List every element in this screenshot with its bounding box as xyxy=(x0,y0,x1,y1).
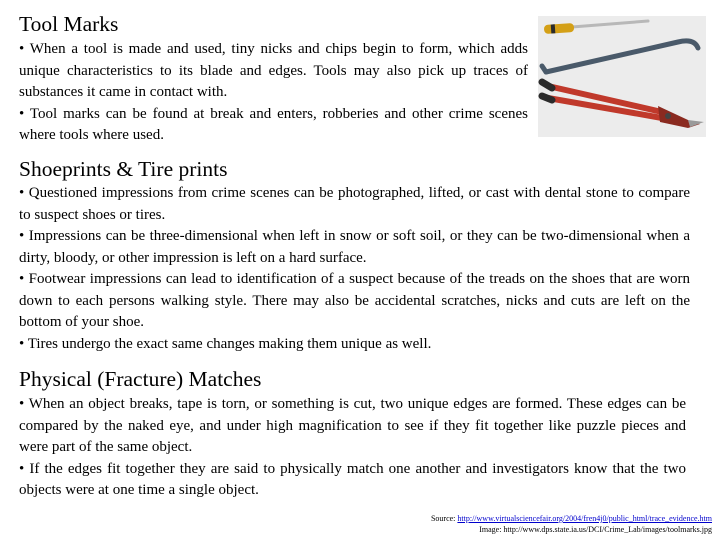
bullet: • Questioned impressions from crime scenes can be photographed, lifted, or cast with dental stone to compare to suspect shoes or tires. xyxy=(19,185,690,223)
tools-photo xyxy=(538,16,706,137)
bullet: • If the edges fit together they are said to physically match one another and investigators know that the two objects were at one time a single object. xyxy=(19,460,686,498)
bullet: • Footwear impressions can lead to identification of a suspect because of the treads on the shoes that are worn down to each persons walking style. There may also be accidental scratches, nicks and cuts are left on the bottom of your shoe. xyxy=(19,271,690,330)
heading-shoeprints: Shoeprints & Tire prints xyxy=(19,157,228,181)
physical-matches-text xyxy=(19,394,686,502)
bullet: • When a tool is made and used, tiny nicks and chips begin to form, which adds unique characteristics to its blade and edges. Tools may also pick up traces of substances it came in contact with. xyxy=(19,41,528,100)
bullet: • When an object breaks, tape is torn, or something is cut, two unique edges are formed. These edges can be compared by the naked eye, and under high magnification to see if they fit together like puzzle pieces and were part of the same object. xyxy=(19,396,686,455)
heading-tool-marks: Tool Marks xyxy=(19,12,119,36)
bullet: • Tool marks can be found at break and enters, robberies and other crime scenes where tools where used. xyxy=(19,105,528,143)
heading-physical-matches: Physical (Fracture) Matches xyxy=(19,367,262,391)
source-link[interactable]: http://www.virtualsciencefair.org/2004/fren4j0/public_html/trace_evidence.htm xyxy=(457,514,712,523)
tools-illustration xyxy=(538,16,706,137)
source-line xyxy=(431,513,712,524)
source-citation xyxy=(431,513,712,535)
bullet: • Impressions can be three-dimensional when left in snow or soft soil, or they can be two-dimensional when a dirty, bloody, or other impression is left on a hard surface. xyxy=(19,228,690,266)
tool-marks-text xyxy=(19,39,528,147)
image-credit: Image: http://www.dps.state.ia.us/DCI/Crime_Lab/images/toolmarks.jpg xyxy=(479,525,712,534)
source-label: Source: xyxy=(430,514,458,523)
bullet: • Tires undergo the exact same changes making them unique as well. xyxy=(19,335,432,352)
shoeprints-text xyxy=(19,183,690,355)
